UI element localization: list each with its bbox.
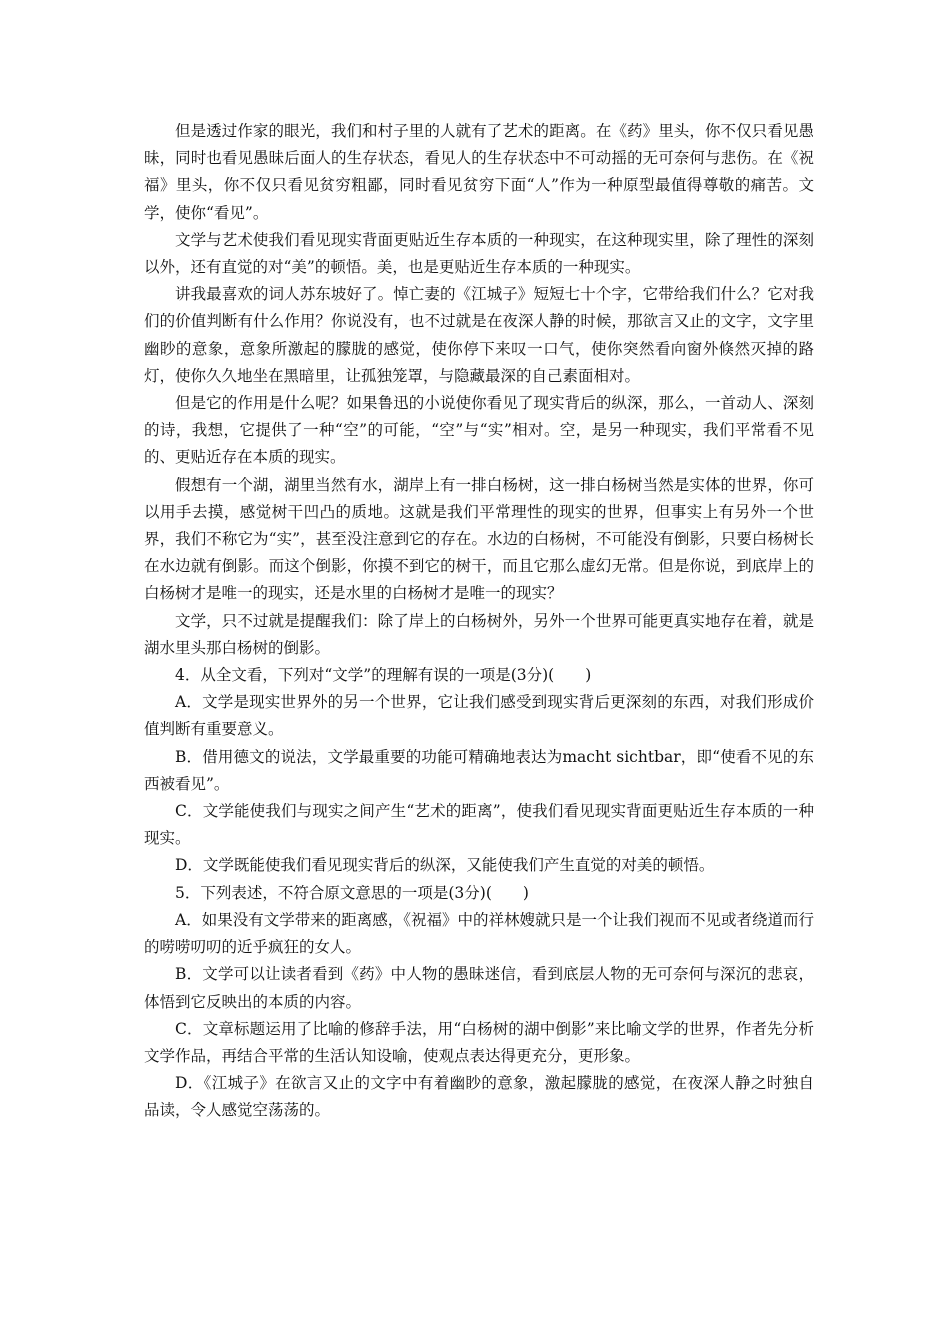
passage-paragraph: 假想有一个湖，湖里当然有水，湖岸上有一排白杨树，这一排白杨树当然是实体的世界，你可以用手去摸，感觉树干凹凸的质地。这就是我们平常理性的现实的世界，但事实上有另外一个世界，我们不称它为“实”，甚至没注意到它的存在。水边的白杨树，不可能没有倒影，只要白杨树长在水边就有倒影。而这个倒影，你摸不到它的树干，而且它那么虚幻无常。但是你说，到底岸上的白杨树才是唯一的现实，还是水里的白杨树才是唯一的现实？ — [144, 475, 814, 603]
question-option: D．《江城子》在欲言又止的文字中有着幽眇的意象，激起朦胧的感觉，在夜深人静之时独自品读，令人感觉空荡荡的。 — [144, 1074, 814, 1120]
passage-paragraph: 文学与艺术使我们看见现实背面更贴近生存本质的一种现实，在这种现实里，除了理性的深刻以外，还有直觉的对“美”的顿悟。美，也是更贴近生存本质的一种现实。 — [144, 230, 814, 277]
question-option: D．文学既能使我们看见现实背后的纵深，又能使我们产生直觉的对美的顿悟。 — [175, 856, 715, 875]
question-stem: 4．从全文看，下列对“文学”的理解有误的一项是(3分)( ) — [175, 666, 592, 685]
question-option: C．文学能使我们与现实之间产生“艺术的距离”，使我们看见现实背面更贴近生存本质的一种现实。 — [144, 802, 814, 848]
question-option: B．借用德文的说法，文学最重要的功能可精确地表达为macht sichtbar，即“使看不见的东西被看见”。 — [144, 747, 814, 793]
passage-paragraph: 但是透过作家的眼光，我们和村子里的人就有了艺术的距离。在《药》里头，你不仅只看见愚昧，同时也看见愚昧后面人的生存状态，看见人的生存状态中不可动摇的无可奈何与悲伤。在《祝福》里头，你不仅只看见贫穷粗鄙，同时看见贫穷下面“人”作为一种原型最值得尊敬的痛苦。文学，使你“看见”。 — [144, 122, 814, 222]
question-option: C．文章标题运用了比喻的修辞手法，用“白杨树的湖中倒影”来比喻文学的世界，作者先分析文学作品，再结合平常的生活认知设喻，使观点表达得更充分，更形象。 — [144, 1019, 814, 1065]
question-stem: 5．下列表述，不符合原文意思的一项是(3分)( ) — [175, 883, 529, 902]
passage-paragraph: 文学，只不过就是提醒我们：除了岸上的白杨树外，另外一个世界可能更真实地存在着，就是湖水里头那白杨树的倒影。 — [144, 611, 814, 657]
document-page — [144, 118, 814, 1125]
passage-paragraph: 讲我最喜欢的词人苏东坡好了。悼亡妻的《江城子》短短七十个字，它带给我们什么？它对我们的价值判断有什么作用？你说没有，也不过就是在夜深人静的时候，那欲言又止的文字，文字里幽眇的意象，意象所激起的朦胧的感觉，使你停下来叹一口气，使你突然看向窗外倏然灭掉的路灯，使你久久地坐在黑暗里，让孤独笼罩，与隐藏最深的自己素面相对。 — [144, 285, 814, 385]
question-option: B．文学可以让读者看到《药》中人物的愚昧迷信，看到底层人物的无可奈何与深沉的悲哀，体悟到它反映出的本质的内容。 — [144, 965, 814, 1011]
question-option: A．如果没有文学带来的距离感，《祝福》中的祥林嫂就只是一个让我们视而不见或者绕道而行的唠唠叨叨的近乎疯狂的女人。 — [144, 910, 814, 957]
question-option: A．文学是现实世界外的另一个世界，它让我们感受到现实背后更深刻的东西，对我们形成价值判断有重要意义。 — [144, 693, 814, 739]
passage-paragraph: 但是它的作用是什么呢？如果鲁迅的小说使你看见了现实背后的纵深，那么，一首动人、深刻的诗，我想，它提供了一种“空”的可能，“空”与“实”相对。空，是另一种现实，我们平常看不见的、更贴近存在本质的现实。 — [144, 394, 814, 467]
